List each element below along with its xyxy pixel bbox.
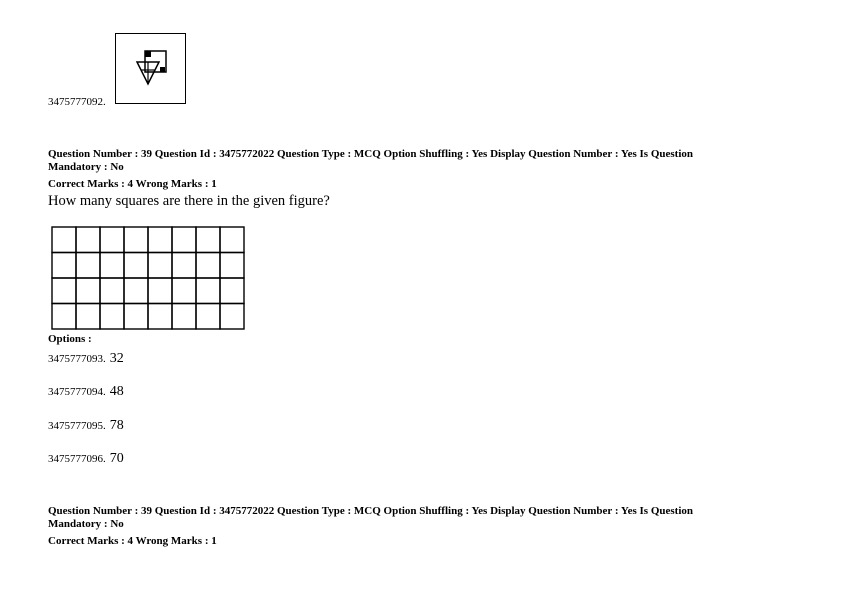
grid-cell: [196, 253, 220, 279]
options-label: Options :: [48, 333, 92, 345]
option-value: 32: [109, 351, 124, 366]
grid-cell: [100, 253, 124, 279]
option-id: 3475777094.: [48, 386, 106, 398]
grid-cell: [52, 304, 76, 330]
grid-cell: [148, 227, 172, 253]
grid-figure: [51, 226, 245, 330]
option-3[interactable]: [48, 416, 124, 434]
grid-cell: [196, 227, 220, 253]
question-meta-line2: Mandatory : No: [48, 518, 124, 530]
grid-cell: [124, 304, 148, 330]
grid-cell: [148, 304, 172, 330]
grid-cell: [148, 253, 172, 279]
question-meta-line1: Question Number : 39 Question Id : 3475772022 Question Type : MCQ Option Shuffling : Yes Display Question Number : Yes Is Question: [48, 505, 693, 517]
grid-cell: [172, 253, 196, 279]
grid-cell: [124, 278, 148, 304]
grid-cell: [220, 253, 244, 279]
grid-cell: [172, 304, 196, 330]
option-id: 3475777093.: [48, 353, 106, 365]
option-value: 48: [109, 384, 124, 399]
grid-cell: [220, 227, 244, 253]
option-2[interactable]: [48, 382, 124, 400]
question-marks: Correct Marks : 4 Wrong Marks : 1: [48, 178, 217, 190]
grid-cell: [100, 304, 124, 330]
grid-cell: [76, 304, 100, 330]
grid-cell: [76, 227, 100, 253]
grid-cell: [196, 304, 220, 330]
question-meta-2: [48, 505, 778, 531]
prev-option-figure: [115, 33, 186, 104]
option-4[interactable]: [48, 449, 124, 467]
grid-cell: [148, 278, 172, 304]
question-figure-grid: [51, 226, 245, 335]
option-1[interactable]: [48, 349, 124, 367]
grid-cell: [172, 278, 196, 304]
shape-figure-icon: [116, 34, 185, 103]
question-marks-2: Correct Marks : 4 Wrong Marks : 1: [48, 535, 217, 547]
grid-cell: [52, 253, 76, 279]
option-id: 3475777096.: [48, 453, 106, 465]
grid-cell: [124, 253, 148, 279]
option-value: 70: [109, 451, 124, 466]
grid-cell: [52, 227, 76, 253]
grid-cell: [52, 278, 76, 304]
prev-option-id: 3475777092.: [48, 96, 106, 108]
option-value: 78: [109, 418, 124, 433]
grid-cell: [172, 227, 196, 253]
question-meta-line1: Question Number : 39 Question Id : 3475772022 Question Type : MCQ Option Shuffling : Yes Display Question Number : Yes Is Question: [48, 148, 693, 160]
grid-cell: [220, 304, 244, 330]
grid-cell: [100, 278, 124, 304]
grid-cell: [100, 227, 124, 253]
question-text: How many squares are there in the given figure?: [48, 193, 330, 209]
question-meta: [48, 148, 778, 174]
grid-cell: [220, 278, 244, 304]
grid-cell: [76, 253, 100, 279]
grid-cell: [76, 278, 100, 304]
question-meta-line2: Mandatory : No: [48, 161, 124, 173]
option-id: 3475777095.: [48, 420, 106, 432]
grid-cell: [124, 227, 148, 253]
grid-cell: [196, 278, 220, 304]
